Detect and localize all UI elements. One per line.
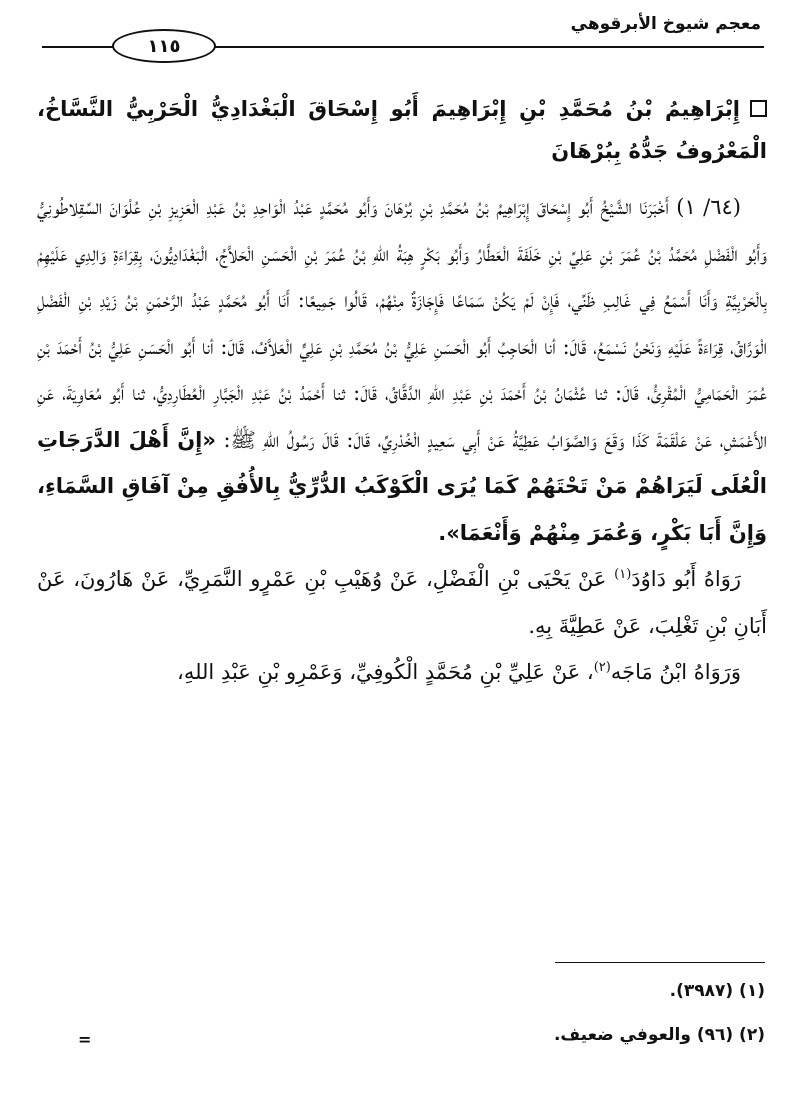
page-number: ١١٥ — [112, 29, 216, 63]
main-text — [37, 184, 767, 696]
paragraph-isnad — [37, 184, 767, 556]
paragraph-ibn-majah — [37, 649, 767, 696]
footnote-ref-2[interactable]: (٢) — [593, 660, 611, 675]
entry-heading-text: إِبْرَاهِيمُ بْنُ مُحَمَّدِ بْنِ إِبْرَاهِيمَ أَبُو إِسْحَاقَ الْبَغْدَادِيُّ الْحَرْبِيُّ النَّسَّاخُ، الْمَعْرُوفُ جَدُّهُ بِبُرْهَانَ — [37, 97, 767, 163]
abu-dawud-text: رَوَاهُ أَبُو دَاوُدَ — [631, 567, 741, 591]
continuation-mark: = — [78, 1030, 92, 1049]
footnote-ref-1[interactable]: (١) — [614, 567, 632, 582]
isnad-text: (٦٤/ ١) أَخْبَرَنَا الشَّيْخُ أَبُو إِسْحَاقَ إِبْرَاهِيمُ بْنُ مُحَمَّدِ بْنِ بُرْهَانَ وَأَبُو مُحَمَّدٍ عَبْدُ الْوَاحِدِ بْنُ عَبْدِ الْعَزِيزِ بْنِ عُلْوَانَ السِّقِلاطُونِيُّ وَأَبُو الْفَضْلِ مُحَمَّدُ بْنُ عُمَرَ بْنِ عَلِيِّ بْنِ خَلَفَةَ الْعَطَّارُ وَأَبُو بَكْرٍ هِبَةُ اللهِ بْنُ عُمَرَ بْنِ الْحَسَنِ الْحَلاَّجُ، الْبَغْدَادِيُّونَ، بِقِرَاءَةِ وَالِدِي عَلَيْهِمْ بِالْحَرْبِيَّةِ وَأَنَا أَسْمَعُ فِي غَالِبِ ظَنِّي، فَإِنْ لَمْ يَكُنْ سَمَاعًا فَإِجَازَةٌ مِنْهُمْ، قَالُوا جَمِيعًا: أَنَا أَبُو مُحَمَّدٍ عَبْدُ الرَّحْمَنِ بْنُ زَيْدِ بْنِ الْفَضْلِ الْوَرَّاقُ، قِرَاءَةً عَلَيْهِ وَنَحْنُ نَسْمَعُ، قَالَ: أنا الْحَاجِبُ أَبُو الْحَسَنِ عَلِيُّ بْنُ مُحَمَّدِ بْنِ عَلِيٍّ الْعَلاَّفُ، قَالَ: أنا أَبُو الْحَسَنِ عَلِيُّ بْنُ أَحْمَدَ بْنِ عُمَرَ الْحَمَامِيُّ الْمُقْرِئُ، قَالَ: ثنا عُثْمَانُ بْنُ أَحْمَدَ بْنِ عَبْدِ اللهِ الدَّقَّاقُ، قَالَ: ثنا أَحْمَدُ بْنُ عَبْدِ الْجَبَّارِ الْعُطَارِدِيُّ، ثنا أَبُو مُعَاوِيَةَ، عَنِ الأَعْمَشِ، عَنْ عَلْقَمَةَ كَذَا وَقَعَ وَالصَّوَابُ عَطِيَّةُ عَنْ أَبِي سَعِيدٍ الْخُدْرِيِّ، قَالَ: قَالَ رَسُولُ اللهِ ﷺ: — [37, 195, 767, 452]
footnote-2: (٢) (٩٦) والعوفي ضعيف. — [553, 1025, 765, 1045]
footnote-separator — [555, 962, 765, 963]
running-header-title: معجم شيوخ الأبرقوهي — [570, 14, 761, 34]
ibn-majah-chain: ، عَنْ عَلِيِّ بْنِ مُحَمَّدٍ الْكُوفِيِّ، وَعَمْرِو بْنِ عَبْدِ اللهِ، — [177, 660, 594, 684]
paragraph-abu-dawud — [37, 556, 767, 649]
entry-square-icon — [750, 100, 767, 117]
ibn-majah-text: وَرَوَاهُ ابْنُ مَاجَه — [610, 660, 741, 684]
entry-heading — [37, 88, 767, 172]
footnote-1: (١) (٣٩٨٧). — [669, 981, 765, 1001]
abu-dawud-chain: عَنْ يَحْيَى بْنِ الْفَضْلِ، عَنْ وُهَيْبِ بْنِ عَمْرٍو النَّمَرِيِّ، عَنْ هَارُونَ، عَنْ أَبَانِ بْنِ تَغْلِبَ، عَنْ عَطِيَّةَ بِهِ. — [37, 567, 767, 638]
hadith-text: «إِنَّ أَهْلَ الدَّرَجَاتِ الْعُلَى لَيَرَاهُمْ مَنْ تَحْتَهُمْ كَمَا يُرَى الْكَوْكَبُ الدُّرِّيُّ بِالأُفُقِ مِنْ آفَاقِ السَّمَاءِ، وَإِنَّ أَبَا بَكْرٍ، وَعُمَرَ مِنْهُمْ وَأَنْعَمَا». — [37, 427, 767, 545]
